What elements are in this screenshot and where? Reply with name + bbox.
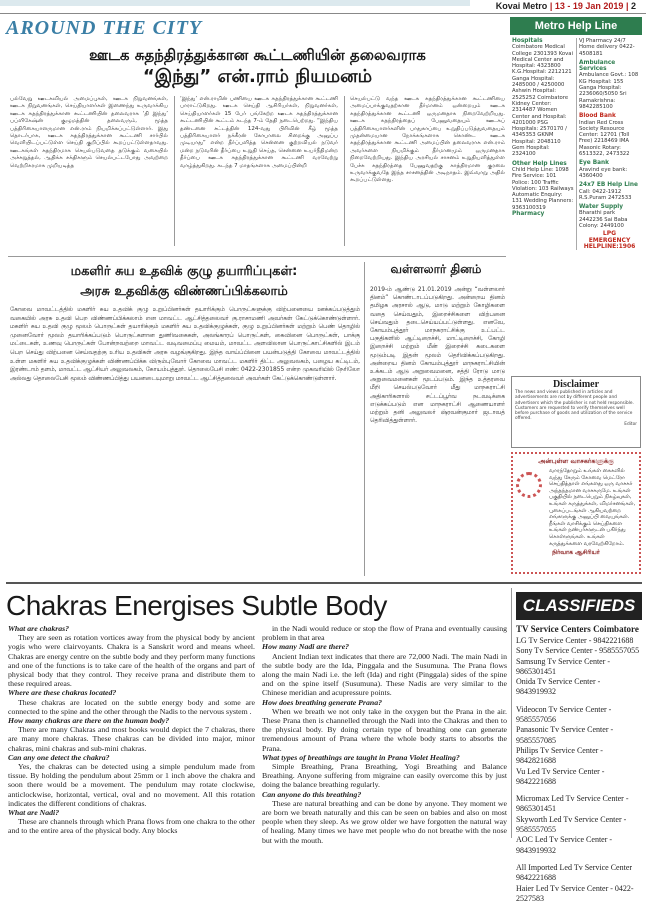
- chakras-answer: These are natural breathing and can be done by anyone. They moment we are born we breath naturally and this can be seen on babies and also on most people when they sleep. As we grow older we have forgotten the natural way of healing. Many times we have met people who do not breathe with the nose but with the mouth.: [262, 798, 507, 845]
- classified-item: Onida Tv Service Center - 9843919932: [516, 677, 601, 697]
- classified-item: LG Tv Service Center - 9842221688: [516, 636, 634, 645]
- classified-item: Panasonic Tv Service Center - 9585557085: [516, 725, 614, 745]
- chakras-answer: These chakras are located on the subtle energy body and some are connected to the spine and the other through the Nadis to the nervous system .: [8, 697, 255, 716]
- blood-heading: Blood Bank: [579, 113, 616, 120]
- article1-col3: செயல்பட்டு வந்த ஊடக சுதந்திரத்துக்கான கூட்டணியை அமைப்பாக்குவதற்கான தீர்மானம் ஒன்றையும் ஊடக சுதந்திரத்துக்கான கூட்டணி ஒருமனதாக நிறைவேற்றியது. ஊடக சுதந்திரத்தைப் பேணுவதையும் ஊடகப் பத்திரிகையாளர்களின் பாதுகாப்பை உறுதிப்படுத்துவதையும் முதன்மையான நோக்கங்களாக கொண்ட ஊடக சுதந்திரத்துக்கான கூட்டணி அமைப்பின் தலைவராக என்.ராம் அவர்களை நியமிக்கும் தீர்மானமும் ஒருமனதாக நிறைவேற்றியது. இந்திய அரசியல் சாசனம் உறுதியளித்துள்ள பேச்சு சுதந்திரத்தை பேணுவதற்கு காத்திரமான குரலை உருவாக்குவதே இந்த சாசனத்தின் அடிநாதம். இவ்வாறு அதில் கூறப்பட்டுள்ளது.: [350, 96, 505, 184]
- chakras-question: Can anyone do this breathing?: [262, 789, 362, 799]
- article2-body: கோவை மாவட்டத்தில் மகளிர் சுய உதவிக் குழு உறுப்பினர்கள் தயாரிக்கும் பொருட்களுக்கு விற்பனையை ஊக்கப்படுத்தும் வகையில் அரசு உதவி பெற விண்ணப்பிக்கலாம் என மாவட்ட ஆட்சித்தலைவர் கு.ராசாமணி அவர்கள் கேட்டுக்கொண்டுள்ளார். மகளிர் சுய உதவி குழு மூலம் பொருட்கள் தயாரிக்கும் மகளிர் சுய உதவிக்குழுக்கள், குழு உறுப்பினர்கள் மற்றும் பெண் தொழில் முனைவோர் மூலம் தயாரிக்கப்படும் பொருட்களான துணிவகைகள், அலங்காரப் பொருட்கள், கைவினை பொருட்கள், பாக்கு மட்டைகள், உணவு பொருட்கள் போன்றவற்றை மாவட்ட வடிவமைப்பு மையம், மாவட்ட அளவிலான பொருட்காட்சிகளில் இடம் பெற செய்து விற்பனை செய்வதற்கு உரிய உதவிகள் அரசு வழங்குகிறது. இந்த வாய்ப்பினை பயன்படுத்தி கோவை மாவட்டத்தில் உள்ள மகளிர் சுய உதவிக்குழுக்கள் விண்ணப்பிக்க விரும்புவோர் கோவை மாவட்ட மகளிர் திட்ட அலுவலகம், பழைய கட்டிடம், இரண்டாம் தளம், மாவட்ட ஆட்சியர் அலுவலகம், கோயம்புத்தூர். தொலைபேசி எண்: 0422-2301855 என்ற முகவரியில் நேரிலோ அல்லது தொலைபேசி மூலம் விண்ணப்பித்து பயனடையுமாறு மாவட்ட ஆட்சித்தலைவர் அவர்கள் கேட்டுக்கொண்டுள்ளார்.: [10, 307, 360, 382]
- water-list: Bharathi park 2442236 Sai Baba Colony: 2449100: [579, 210, 628, 230]
- chakras-question: What are chakras?: [8, 624, 70, 633]
- article2-headline-line1: மகளிர் சுய உதவிக் குழு தயாரிப்புகள்:: [70, 264, 298, 279]
- other-list: Child Help Line: 1098 Fire Service: 101 Police: 100 Traffic Violation: 103 Railways Automatic Enquiry: 131 Wedding Planners: 9363100319: [512, 166, 574, 211]
- chakras-answer: Simple Breathing, Prana Breathing, Yogi Breathing and Balance Breathing. Anyone suffering from migraine can easily overcome this by just doing the balance breathing regularly.: [262, 762, 507, 790]
- chakras-col2: [262, 624, 507, 845]
- section-divider: [8, 256, 506, 257]
- chakras-answer: They are seen as rotation vortices away from the physical body by ancient yogis who were clairvoyants. Chakra is a Sanskrit word and means wheel. Chakras are energy centre on the subtle body and they perform many functions and one of the functions is to take care of the health of the organs and part of physical body that they control. They receive prana and distribute them to these required areas.: [8, 633, 255, 689]
- greeting-text: வாரந்தோறும் உங்கள் கைகளில் வந்து சேரும் கோவை மெட்ரோ செய்தித்தாள் எங்களது ஒரு வாசகர் அந்தந்தமான வாசகருமே. உங்கள் பகுதியில் நடைபெறும் நிகழ்வுகள், உங்கள் கருத்துக்கள், விமர்சனங்கள், புகைப்படங்கள் ஆகியவற்றை எங்களுக்கு அனுப்பி வையுங்கள். நீங்கள் வாசிக்கும் செய்திகளை உங்கள் நண்பர்களுடன் பகிர்ந்து கொள்ளுங்கள். உங்கள் கருத்துக்களை வரவேற்கிறோம்.: [549, 468, 636, 547]
- flower-icon: [516, 472, 542, 498]
- disclaimer-text: The news and views published in articles and advertisements are not by different people and advertisers which the publisher is not held responsible. Customers are requested to verify themselves well before purchase of goods and utilization of the service offered.: [515, 390, 634, 422]
- header-band: [0, 0, 470, 6]
- metro-help-line: [510, 17, 642, 250]
- ambulance-heading: Ambulance Services: [579, 59, 616, 73]
- vj-pharmacy: VJ Pharmacy 24/7 Home delivery 0422-4508181: [579, 38, 635, 57]
- header-sep-2: |: [625, 1, 629, 11]
- article3-headline: வள்ளலார் தினம்: [390, 262, 482, 276]
- hospitals-heading: Hospitals: [512, 38, 543, 44]
- column-divider: [364, 262, 365, 576]
- classified-item: Vu Led Tv Service Center - 9842221688: [516, 766, 605, 786]
- page-header: [0, 0, 646, 14]
- article1-col2: ‘இந்து’ என்.ராமின் பணியை ஊடக சுதந்திரத்துக்கான கூட்டணி பாராட்டுகிறது. ஊடக செய்தி ஆசிரியர்கள், நிறுவனர்கள், செய்தியாளர்கள் 15 பேர் பங்கேற்ற ஊடக சுதந்திரத்துக்கான கூட்டணியின் கூட்டம் கடந்த 7-ம் தேதி நடைபெற்றது. “இந்திய தண்டனை சட்டத்தின் 124-வது பிரிவின் கீழ் மூத்த பத்திரிகையாளர் நக்கீரன் கோபாலை சிறைக்கு அனுப்ப முடியாது” என்ற தீர்ப்பளித்த சென்னை குற்றவியல் நடுவர் மன்ற நடுவரின் தீர்ப்பை உறுதி செய்த, சென்னை உயர்நீதிமன்ற தீர்ப்பை ஊடக சுதந்திரத்துக்கான கூட்டணி வரவேற்று வாழ்த்துகிறது. கடந்த 7 மாதங்களாக அமைப்பின்றி: [180, 96, 338, 169]
- article2-headline: [8, 262, 360, 302]
- flower-decoration: [516, 466, 546, 547]
- greeting-title: அன்புள்ள வாசகர்களுக்கு: [538, 457, 614, 465]
- page-number: 2: [630, 1, 636, 11]
- chakras-answer: Ancient Indian text indicates that there are 72,000 Nadi. The main Nadi in the subtle body are the Ida, Pinggala and the Susumuna. The Prana flows along the main Nadi i.e. the left (Ida) and right (Pinggala) sides of the spine and on the spine itself (Susumuna). These Nadis are very similar to the Chinese meridian and acupressure points.: [262, 651, 507, 698]
- water-heading: Water Supply: [579, 204, 624, 211]
- disclaimer-sign: Editor: [624, 421, 637, 427]
- help-line-right: [576, 38, 642, 250]
- ambulance-list: Ambulance Govt.: 108 KG Hospital: 155 Ganga Hospital: 2236060/5050 Sri Ramakrishna: 9842285100: [579, 72, 639, 110]
- chakras-question: Where are these chakras located?: [8, 688, 117, 698]
- chakras-question: What types of breathings are taught in Prana Violet Healing?: [262, 752, 460, 762]
- chakras-col1: [8, 624, 255, 838]
- classified-gap: [516, 698, 642, 705]
- article1-col1: பல்வேறு ஊடகவியல் அமைப்புகள், ஊடக நிறுவனங்கள், ஊடக நிறுவனங்கள், செய்தியாளர்கள் இணைந்து உருவாக்கிய ஊடக சுதந்திரத்துக்கான கூட்டணியின் தலைவராக ‘தி இந்து’ பப்ளிகேஷ்ன் குழுமத்தின் தலைவரும், மூத்த பத்திரிகையாளருமான என்.ராம் நியமிக்கப்பட்டுள்ளார். இது தொடர்பாக, ஊடக சுதந்திரத்துக்கான கூட்டணி சார்பில் வெளியிடப்பட்டுள்ள செய்தி குறிப்பில் கூறப்பட்டுள்ளதாவது. ஊடகங்கள் சுதந்திரமாக செயல்படுவதை தடுக்கும் வகையில் அச்சுறுத்தல், ஆதிக்க சக்திகளும் செயல்பட்டபோது அவற்றை வெற்றிகரமாக முறியடித்த: [10, 96, 168, 169]
- article1-headline: [10, 44, 505, 88]
- classifieds-list: [516, 636, 642, 904]
- header-text: [496, 1, 636, 11]
- classified-item: AOC Led Tv Service Center - 9843919932: [516, 835, 613, 855]
- chakras-answer: When we breath we not only take in the oxygen but the Prana in the air. These Prana then is channelled through the Nadi into the Chakras and then to the physical body. By doing certain type of breathing one can generate tremendous amount of Prana where the whole body starts to absorbs the Prana.: [262, 706, 507, 753]
- classified-item: Micromax Led Tv Service Center - 9865301451: [516, 794, 629, 814]
- help-line-left: [510, 38, 576, 250]
- article1-headline-line1: ஊடக சுதந்திரத்துக்கான கூட்டணியின் தலைவராக: [89, 46, 426, 64]
- chakras-answer: There are many Chakras and most books would depict the 7 chakras, there are many more chakras. These chakras can be divided into major, minor chakras, mini chakras and sub-mini chakras.: [8, 725, 255, 753]
- classifieds-banner: CLASSIFIEDS: [516, 592, 642, 620]
- chakras-question: How many Nadi are there?: [262, 642, 350, 652]
- hospitals-list: Coimbatore Medical College 2301393 Kovai Medical Center and Hospital: 4323800 K.G.Hospital: 2212121 Ganga Hospital: 2485000 / 4250000 Ashwin Hospital: 2525252 Coimbatore Kidney Center: 2314487 Women Center and Hospital: 4201000 PSG Hospitals: 2570170 / 4345353 GKNM Hospital: 2048110 Gem Hospital: 2324100: [512, 44, 574, 158]
- chakras-question: How does breathing generate Prana?: [262, 697, 382, 707]
- classified-item: Samsung Tv Service Center - 9865301451: [516, 656, 611, 676]
- chakras-question: How many chakras are there on the human body?: [8, 716, 170, 726]
- column-divider: [344, 96, 345, 246]
- article1-headline-line2: “இந்து” என்.ராம் நியமனம்: [142, 66, 373, 87]
- eb-list: Call: 0422-1912 R.S.Puram 2472533: [579, 188, 632, 201]
- classified-gap: [516, 787, 642, 794]
- classified-item: Haier Led Tv Service Center - 0422-2527583: [516, 883, 634, 903]
- article3-body: 2019-ம் ஆண்டு 21.01.2019 அன்று “வள்ளலார் தினம்” கொண்டாடப்படுகிறது. அன்றைய தினம் தமிழக அரசால் ஆடு, மாடு மற்றும் கோழிகளை வதை செய்வதும், இறைச்சிகளை விற்பனை செய்வதும் தடைசெய்யப்பட்டுள்ளது. எனவே, கோயம்புத்தூர் மாநகராட்சிக்கு உட்பட்ட பகுதிகளில் ஆட்டிறைச்சி, மாட்டிறைச்சி, கோழி இறைச்சி மற்றும் மீன் இறைச்சி கடைகளை மூடும்படி இதன் மூலம் தெரிவிக்கப்படுகிறது. அன்றைய தினம் கோயம்புத்தூர் மாநகராட்சியின் உக்கடம் ஆடு அறுவைமனை, சத்தி ரோடு மாடு அறுவைமனைகள் மூடப்படும். இந்த உத்தரவை மீறி செயல்படுவோர் மீது மாநகராட்சி அதிகாரிகளால் சட்டப்பூர்வ நடவடிக்கை எடுக்கப்படும் என மாநகராட்சி ஆணையாளர் மற்றும் தனி அலுவலர் ஷ்ரவன்குமார் ஜடாவத் தெரிவித்துள்ளார்.: [370, 287, 505, 425]
- column-divider: [511, 588, 512, 838]
- column-divider: [174, 96, 175, 246]
- blood-list: Indian Red Cross Society Resource Center: 12701 (Toll Free) 2218469 IMA Masonic Rotary: 6513322, 2473322: [579, 119, 630, 158]
- issue-dates: 13 - 19 Jan 2019: [554, 1, 624, 11]
- disclaimer-box: [511, 376, 641, 448]
- lpg-emergency: EMERGENCY HELPLINE:1906: [583, 236, 636, 250]
- readers-greeting-box: [511, 452, 641, 574]
- classified-item: Sony Tv Service Center - 9585557055: [516, 646, 640, 656]
- lpg-heading: LPG: [602, 230, 617, 238]
- chakras-answer: These are channels through which Prana flows from one chakra to the other and to the entire area of the physical body. Any blocks: [8, 817, 255, 836]
- help-line-title: Metro Help Line: [510, 17, 642, 35]
- publication-name: Kovai Metro: [495, 1, 548, 11]
- chakras-question: What are Nadi?: [8, 808, 60, 818]
- pharmacy-heading: Pharmacy: [512, 211, 545, 218]
- greeting-sign: நிர்வாக ஆசிரியர்: [552, 549, 600, 557]
- chakras-title: Chakras Energises Subtle Body: [6, 590, 387, 621]
- classified-item: Philips Tv Service Center - 9842821688: [516, 745, 603, 766]
- eye-heading: Eye Bank: [579, 160, 610, 167]
- classified-item: All Imported Led Tv Service Center 9842221688: [516, 862, 633, 883]
- classified-item: Videocon Tv Service Center - 9585557056: [516, 704, 612, 725]
- eye-list: Aravind eye bank: 4360400: [579, 166, 628, 179]
- section-divider: [6, 582, 642, 584]
- help-line-grid: [510, 38, 642, 250]
- chakras-answer: in the Nadi would reduce or stop the flow of Prana and eventually causing problem in that area: [262, 624, 507, 643]
- section-title: AROUND THE CITY: [6, 17, 203, 39]
- classified-item: Skyworth Led Tv Service Center - 9585557055: [516, 814, 627, 835]
- chakras-question: Can any one detect the chakra?: [8, 752, 110, 762]
- chakras-answer: Yes, the chakras can be detected using a simple pendulum made from tissue. By holding the pendulum about 25mm or 1 inch above the chakra and soon there would be a movement. The pendulum may rotate clockwise, anticlockwise, horizontal, vertical, oval and no movement. All this rotation indicates the different conditions of chakras.: [8, 762, 255, 808]
- other-heading: Other Help Lines: [512, 160, 567, 167]
- article2-headline-line2: அரசு உதவிக்கு விண்ணப்பிக்கலாம்: [80, 284, 288, 299]
- eb-heading: 24x7 EB Help Line: [579, 182, 638, 189]
- header-sep: |: [549, 1, 553, 11]
- classifieds-subtitle: TV Service Centers Coimbatore: [516, 624, 639, 634]
- classified-gap: [516, 856, 642, 863]
- disclaimer-title: Disclaimer: [552, 379, 600, 390]
